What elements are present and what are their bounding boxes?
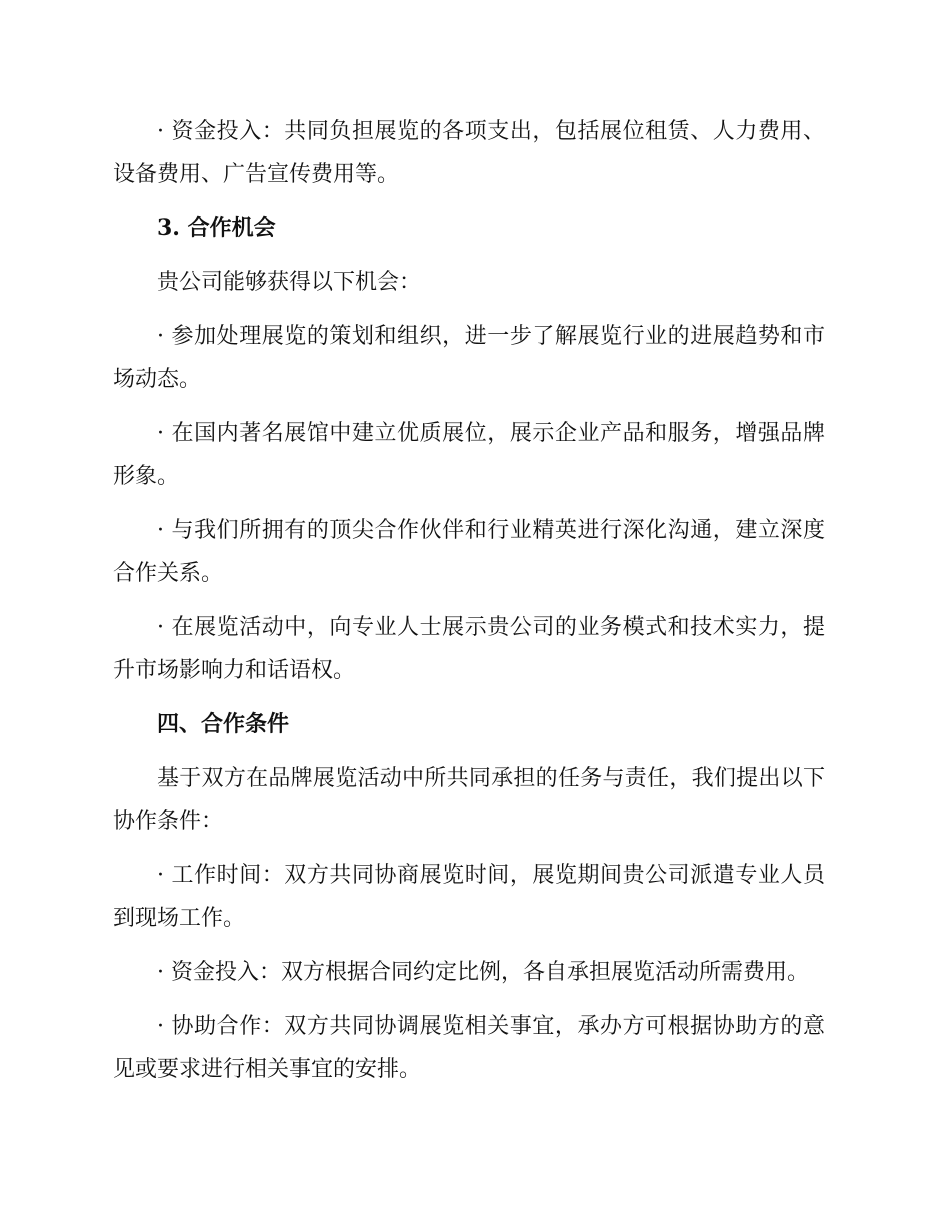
paragraph-conditions-intro: 基于双方在品牌展览活动中所共同承担的任务与责任，我们提出以下协作条件： bbox=[113, 766, 825, 834]
bullet-funding-ratio: · 资金投入：双方根据合同约定比例，各自承担展览活动所需费用。 bbox=[157, 960, 809, 985]
bullet-funding-investment: · 资金投入：共同负担展览的各项支出，包括展位租赁、人力费用、设备费用、广告宣传费用等。 bbox=[113, 119, 825, 187]
section-heading-cooperation-opportunities: 3. 合作机会 bbox=[157, 215, 276, 241]
bullet-exhibition-planning: · 参加处理展览的策划和组织，进一步了解展览行业的进展趋势和市场动态。 bbox=[113, 324, 825, 392]
bullet-business-showcase: · 在展览活动中，向专业人士展示贵公司的业务模式和技术实力，提升市场影响力和话语权。 bbox=[113, 615, 825, 683]
bullet-quality-booth: · 在国内著名展馆中建立优质展位，展示企业产品和服务，增强品牌形象。 bbox=[113, 421, 825, 489]
bullet-partner-communication: · 与我们所拥有的顶尖合作伙伴和行业精英进行深化沟通，建立深度合作关系。 bbox=[113, 518, 825, 586]
document-body bbox=[113, 110, 825, 1102]
bullet-assisted-cooperation: · 协助合作：双方共同协调展览相关事宜，承办方可根据协助方的意见或要求进行相关事宜的安排。 bbox=[113, 1014, 825, 1082]
section-heading-cooperation-conditions: 四、合作条件 bbox=[157, 711, 290, 737]
bullet-working-time: · 工作时间：双方共同协商展览时间，展览期间贵公司派遣专业人员到现场工作。 bbox=[113, 863, 825, 931]
paragraph-opportunities-intro: 贵公司能够获得以下机会： bbox=[157, 270, 422, 295]
